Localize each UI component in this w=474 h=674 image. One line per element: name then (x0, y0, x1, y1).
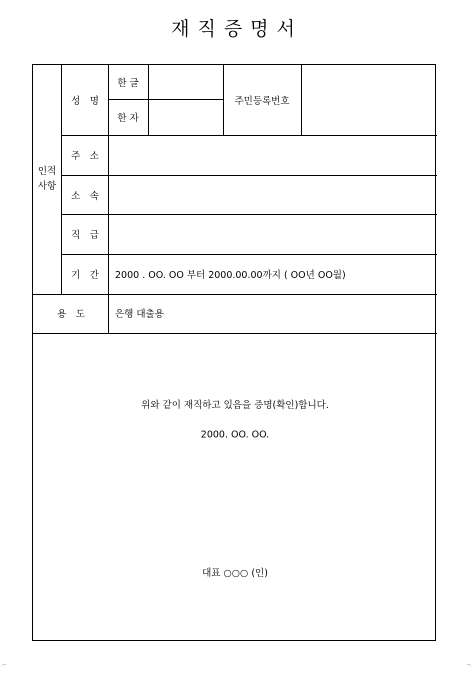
row-divider (33, 333, 437, 334)
column-divider (223, 65, 224, 135)
position-label: 직 급 (71, 230, 99, 241)
resident-number-label: 주민등록번호 (234, 96, 290, 107)
document-title: 재직증명서 (171, 18, 303, 40)
column-divider (61, 65, 62, 294)
representative-signature: 대표 ○○○ (인) (202, 568, 268, 579)
hanja-label: 한 자 (117, 113, 139, 124)
certification-statement: 위와 같이 재직하고 있음을 증명(확인)합니다. (141, 400, 329, 411)
column-divider (148, 65, 149, 135)
personal-info-label: 인적 사항 (37, 166, 57, 192)
certificate-form (32, 64, 436, 641)
affiliation-label: 소 속 (71, 191, 99, 202)
row-divider (61, 214, 437, 215)
purpose-value: 은행 대출용 (115, 309, 164, 320)
row-divider (108, 99, 223, 100)
column-divider (108, 65, 109, 333)
purpose-label: 용 도 (57, 309, 85, 320)
period-value: 2000 . OO. OO 부터 2000.00.00까지 ( OO년 OO월) (115, 270, 346, 281)
row-divider (33, 294, 437, 295)
period-label: 기 간 (71, 270, 99, 281)
name-label: 성 명 (71, 96, 99, 107)
page-corner-mark-right: ¬ (466, 662, 472, 669)
row-divider (61, 135, 437, 136)
row-divider (61, 175, 437, 176)
hangul-label: 한 글 (117, 78, 139, 89)
address-label: 주 소 (71, 151, 99, 162)
column-divider (301, 65, 302, 135)
row-divider (61, 254, 437, 255)
issue-date: 2000. OO. OO. (200, 429, 270, 441)
page-corner-mark-left: ⌐ (2, 662, 8, 669)
